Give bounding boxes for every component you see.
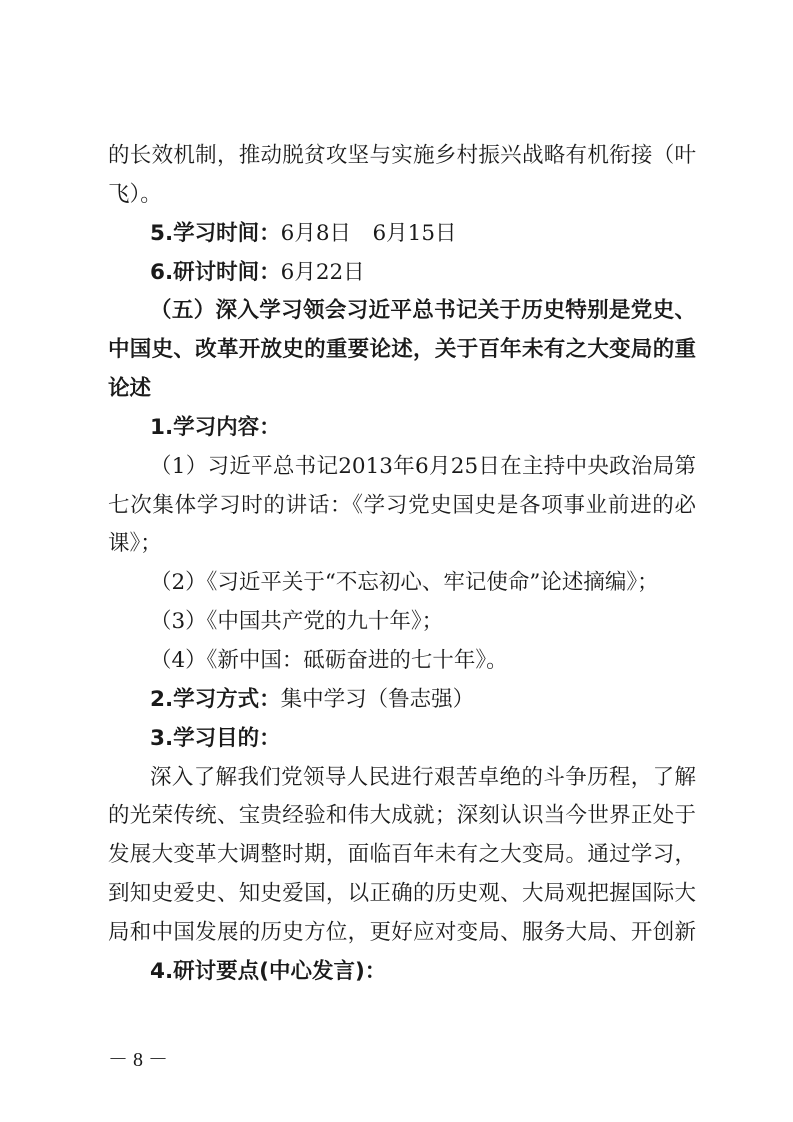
study-time-value: 6月8日 6月15日: [280, 220, 457, 246]
study-method-value: 集中学习（鲁志强）: [280, 686, 475, 712]
paragraph-line: 深入了解我们党领导人民进行艰苦卓绝的斗争历程，了解: [150, 764, 696, 790]
section-heading: 论述: [108, 376, 152, 402]
discussion-time-value: 6月22日: [280, 259, 365, 285]
list-item: （4）《新中国：砥砺奋进的七十年》。: [150, 647, 508, 673]
list-item: （1）习近平总书记2013年6月25日在主持中央政治局第: [150, 453, 696, 479]
study-purpose-heading: 3.学习目的：: [150, 725, 281, 751]
paragraph-line: 到知史爱史、知史爱国，以正确的历史观、大局观把握国际大: [108, 881, 696, 907]
study-method-label: 2.学习方式：: [150, 686, 281, 712]
paragraph-line: 的光荣传统、宝贵经验和伟大成就；深刻认识当今世界正处于: [108, 803, 696, 829]
study-time-line: [108, 215, 696, 254]
list-item: 七次集体学习时的讲话：《学习党史国史是各项事业前进的必: [108, 492, 696, 518]
study-content-heading: 1.学习内容：: [150, 414, 281, 440]
paragraph-line: 飞）。: [108, 181, 162, 207]
document-body: [108, 137, 696, 992]
discussion-points-heading: 4.研讨要点(中心发言)：: [150, 958, 387, 984]
section-heading: （五）深入学习领会习近平总书记关于历史特别是党史、: [150, 298, 696, 324]
page-number: － 8 －: [108, 1049, 168, 1071]
list-item: （2）《习近平关于“不忘初心、牢记使命”论述摘编》；: [150, 570, 659, 596]
paragraph-line: 发展大变革大调整时期，面临百年未有之大变局。通过学习，: [108, 842, 696, 868]
list-item: 课》；: [108, 531, 162, 557]
section-heading: 中国史、改革开放史的重要论述，关于百年未有之大变局的重: [108, 337, 696, 363]
list-item: （3）《中国共产党的九十年》；: [150, 609, 444, 635]
study-method-line: [108, 681, 696, 720]
study-time-label: 5.学习时间：: [150, 220, 281, 246]
paragraph-line: 的长效机制，推动脱贫攻坚与实施乡村振兴战略有机衔接（叶: [108, 143, 696, 168]
discussion-time-line: [108, 254, 696, 293]
discussion-time-label: 6.研讨时间：: [150, 259, 281, 285]
paragraph-line: 局和中国发展的历史方位，更好应对变局、服务大局、开创新: [108, 919, 696, 945]
